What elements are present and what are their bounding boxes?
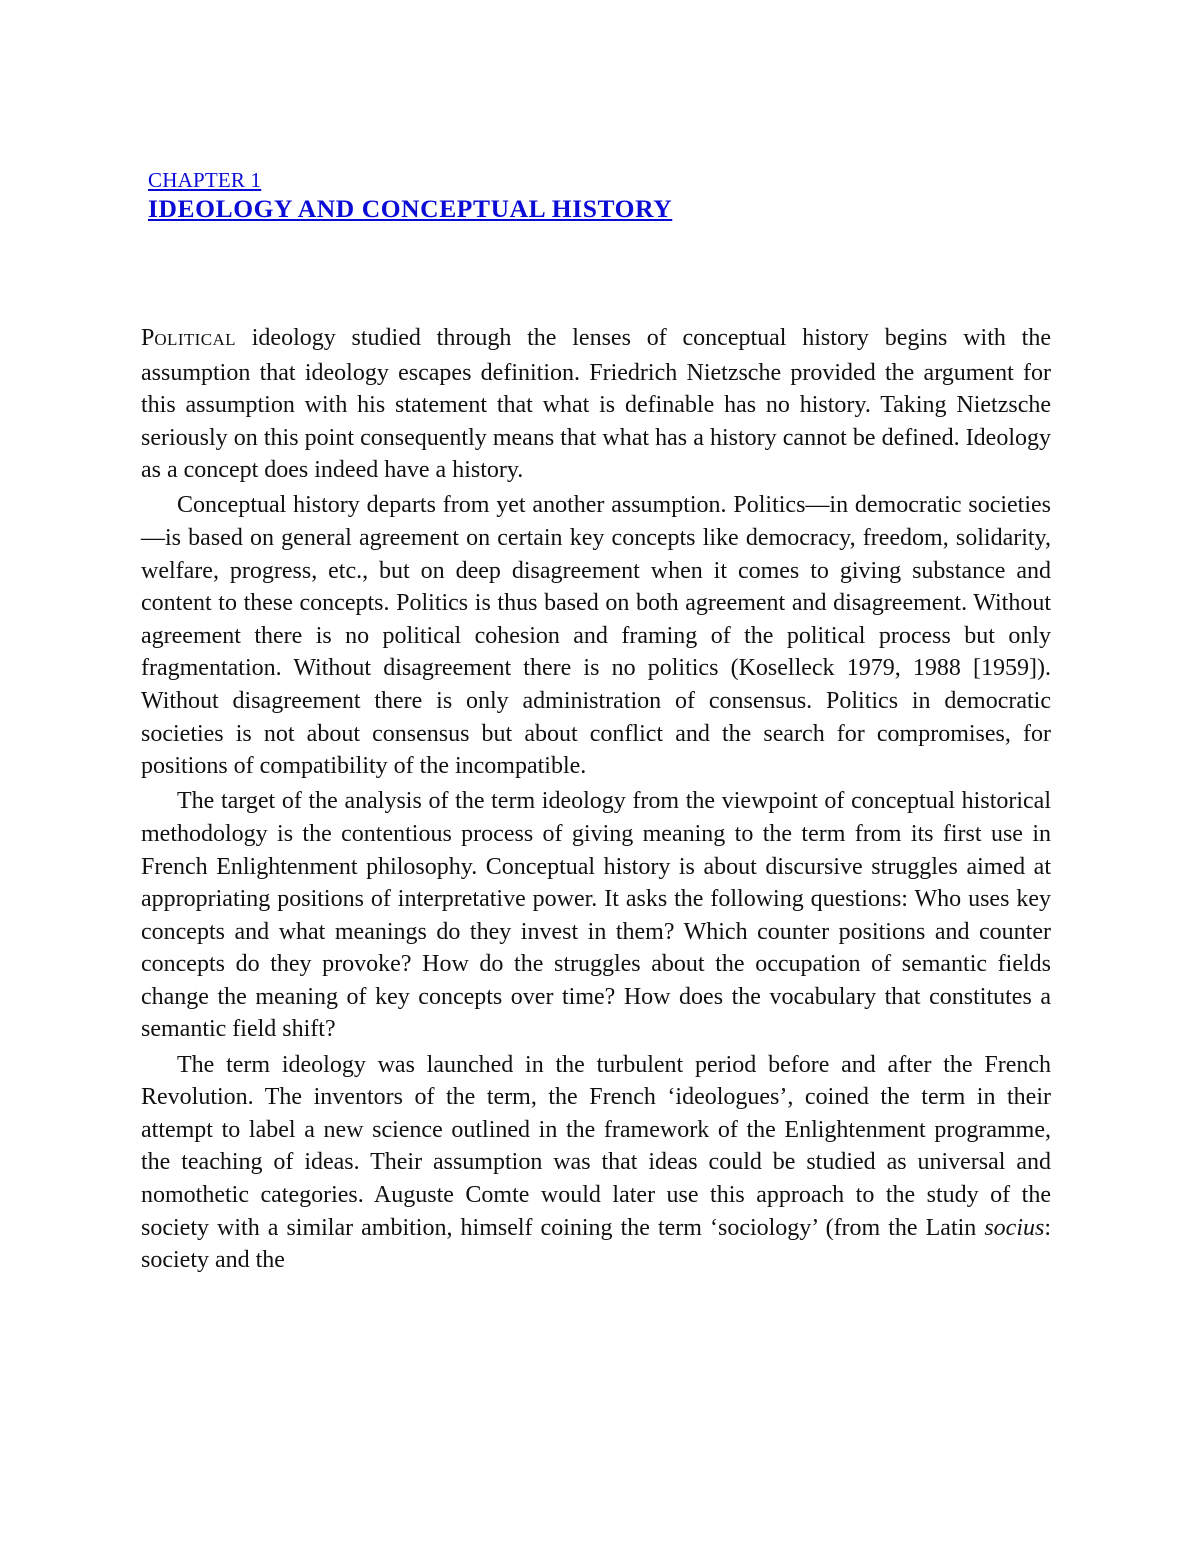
paragraph-3: The target of the analysis of the term ideology from the viewpoint of conceptual historical methodology is the contentious process of giving meaning to the term from its first use in French Enlightenment philosophy. Conceptual history is about discursive struggles aimed at appropriating positions of interpretative power. It asks the following questions: Who uses key concepts and what meanings do they invest in them? Which counter positions and counter concepts do they provoke? How do the struggles about the occupation of semantic fields change the meaning of key concepts over time? How does the vocabulary that constitutes a semantic field shift? xyxy=(141,788,1051,1043)
paragraph-1 xyxy=(141,322,1051,487)
body-text xyxy=(141,322,1051,1279)
paragraph-1-lead-smallcaps: OLITICAL xyxy=(154,330,236,349)
paragraph-4 xyxy=(141,1049,1051,1277)
paragraph-4-text-after: : society and the xyxy=(141,1214,1051,1274)
paragraph-4-italic-term: socius xyxy=(984,1214,1045,1241)
chapter-label[interactable]: CHAPTER 1 xyxy=(148,168,262,192)
paragraph-1-text: ideology studied through the lenses of conceptual history begins with the assumption that ideology escapes definition. Friedrich Nietzsche provided the argument for this assumption with his statement that what is definable has no history. Taking Nietzsche seriously on this point consequently means that what has a history cannot be defined. Ideology as a concept does indeed have a history. xyxy=(141,325,1051,484)
paragraph-4-text-before: The term ideology was launched in the turbulent period before and after the French Revolution. The inventors of the term, the French ‘ideologues’, coined the term in their attempt to label a new science outlined in the framework of the Enlightenment programme, the teaching of ideas. Their assumption was that ideas could be studied as universal and nomothetic categories. Auguste Comte would later use this approach to the study of the society with a similar ambition, himself coining the term ‘sociology’ (from the Latin xyxy=(141,1051,1051,1241)
paragraph-2: Conceptual history departs from yet another assumption. Politics—in democratic societies—is based on general agreement on certain key concepts like democracy, freedom, solidarity, welfare, progress, etc., but on deep disagreement when it comes to giving substance and content to these concepts. Politics is thus based on both agreement and disagreement. Without agreement there is no political cohesion and framing of the political process but only fragmentation. Without disagreement there is no politics (Koselleck 1979, 1988 [1959]). Without disagreement there is only administration of consensus. Politics in democratic societies is not about consensus but about conflict and the search for compromises, for positions of compatibility of the incompatible. xyxy=(141,492,1051,780)
chapter-title[interactable]: IDEOLOGY AND CONCEPTUAL HISTORY xyxy=(148,194,673,223)
paragraph-1-lead-initial: P xyxy=(141,325,155,351)
